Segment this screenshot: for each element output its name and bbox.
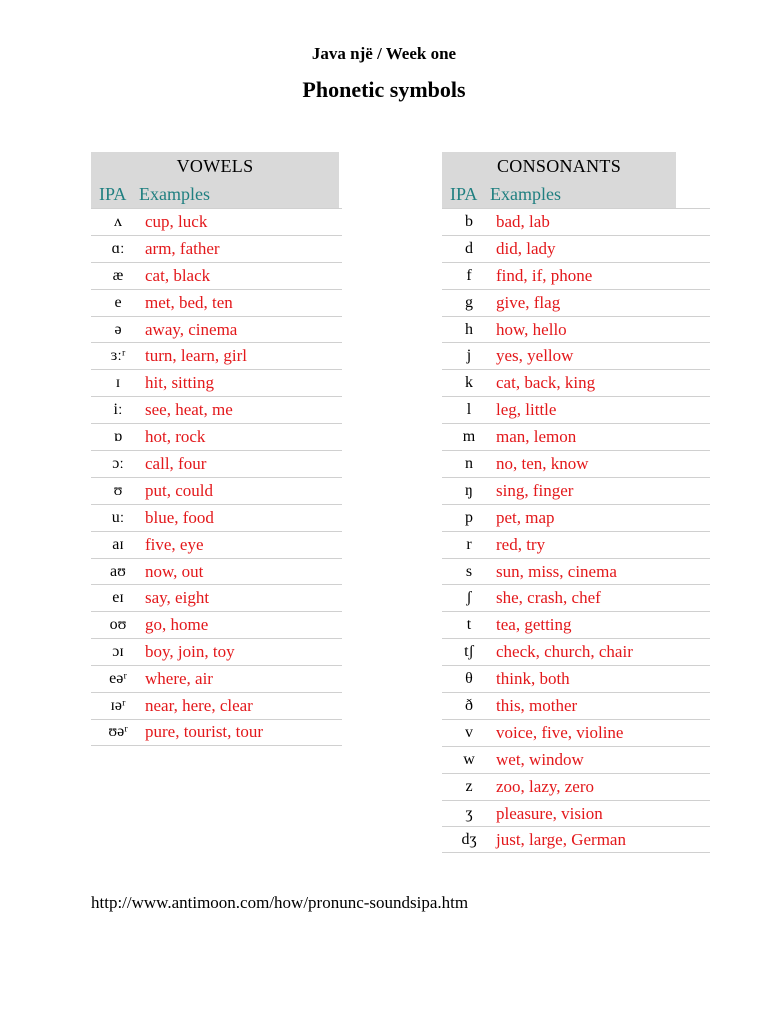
example-words: no, ten, know: [496, 453, 589, 473]
table-row: [442, 396, 710, 423]
table-row: [442, 611, 710, 638]
example-words: cup, luck: [145, 211, 208, 231]
example-words: arm, father: [145, 238, 220, 258]
ipa-symbol: ʊəʳ: [108, 723, 128, 741]
table-row: [442, 289, 710, 316]
ipa-symbol: tʃ: [464, 643, 474, 661]
table-row: [442, 235, 710, 262]
example-words: now, out: [145, 561, 204, 581]
table-row: [91, 692, 342, 719]
vowels-examples-header: Examples: [139, 184, 210, 204]
example-words: say, eight: [145, 588, 210, 608]
example-words: yes, yellow: [496, 346, 574, 366]
example-words: cat, back, king: [496, 373, 596, 393]
example-words: man, lemon: [496, 427, 577, 447]
ipa-symbol: ʃ: [466, 589, 472, 607]
vowels-rows: [91, 208, 342, 746]
table-row: [91, 423, 342, 450]
ipa-symbol: oʊ: [109, 616, 127, 634]
table-row: [442, 692, 710, 719]
ipa-symbol: ɪ: [115, 374, 121, 392]
example-words: hit, sitting: [145, 373, 214, 393]
ipa-symbol: uː: [111, 508, 125, 526]
example-words: go, home: [145, 615, 209, 635]
example-words: wet, window: [496, 749, 584, 769]
example-words: pure, tourist, tour: [145, 722, 264, 742]
example-words: how, hello: [496, 319, 567, 339]
ipa-symbol: p: [465, 508, 473, 526]
table-row: [91, 289, 342, 316]
table-row: [442, 773, 710, 800]
table-row: [91, 342, 342, 369]
ipa-symbol: d: [465, 239, 473, 257]
table-row: [91, 584, 342, 611]
ipa-symbol: l: [466, 401, 472, 419]
ipa-symbol: ɒ: [113, 428, 123, 446]
ipa-symbol: r: [466, 535, 472, 553]
ipa-symbol: z: [465, 777, 473, 795]
example-words: pleasure, vision: [496, 803, 603, 823]
ipa-symbol: dʒ: [461, 830, 477, 848]
table-row: [91, 638, 342, 665]
vowels-column-headers: [91, 181, 339, 208]
ipa-symbol: j: [466, 347, 472, 365]
example-words: she, crash, chef: [496, 588, 601, 608]
table-row: [442, 584, 710, 611]
example-words: this, mother: [496, 695, 578, 715]
source-link[interactable]: http://www.antimoon.com/how/pronunc-soundsipa.htm: [91, 893, 469, 912]
example-words: red, try: [496, 534, 546, 554]
table-row: [91, 611, 342, 638]
example-words: give, flag: [496, 292, 561, 312]
page-title: Phonetic symbols: [302, 77, 466, 102]
example-words: just, large, German: [496, 829, 626, 849]
ipa-symbol: ə: [114, 320, 122, 338]
example-words: zoo, lazy, zero: [496, 776, 595, 796]
ipa-symbol: ɑː: [111, 239, 125, 257]
table-row: [91, 235, 342, 262]
ipa-symbol: ð: [465, 696, 473, 714]
ipa-symbol: eəʳ: [109, 670, 127, 688]
week-heading: Java një / Week one: [311, 44, 457, 63]
table-row: [442, 746, 710, 773]
ipa-symbol: ɔː: [112, 454, 124, 472]
table-row: [91, 369, 342, 396]
ipa-symbol: k: [465, 374, 473, 392]
ipa-symbol: aɪ: [112, 535, 124, 553]
ipa-symbol: f: [466, 266, 472, 284]
consonants-examples-header: Examples: [490, 184, 561, 204]
example-words: voice, five, violine: [496, 722, 624, 742]
example-words: where, air: [145, 669, 213, 689]
ipa-symbol: w: [463, 750, 475, 768]
table-row: [91, 396, 342, 423]
example-words: see, heat, me: [145, 400, 233, 420]
ipa-symbol: ŋ: [465, 481, 473, 499]
consonants-table: [442, 152, 710, 853]
example-words: boy, join, toy: [145, 642, 235, 662]
example-words: put, could: [145, 480, 213, 500]
example-words: call, four: [145, 453, 207, 473]
table-row: [442, 531, 710, 558]
table-row: [91, 504, 342, 531]
ipa-symbol: ɪəʳ: [110, 696, 126, 714]
table-row: [91, 531, 342, 558]
table-row: [91, 665, 342, 692]
example-words: blue, food: [145, 507, 214, 527]
table-row: [442, 262, 710, 289]
table-row: [91, 316, 342, 343]
example-words: pet, map: [496, 507, 555, 527]
example-words: cat, black: [145, 265, 211, 285]
example-words: near, here, clear: [145, 695, 253, 715]
ipa-symbol: t: [466, 616, 472, 634]
ipa-symbol: eɪ: [112, 589, 124, 607]
example-words: met, bed, ten: [145, 292, 233, 312]
consonants-rows: [442, 208, 710, 853]
ipa-symbol: n: [465, 454, 473, 472]
example-words: bad, lab: [496, 211, 550, 231]
example-words: leg, little: [496, 400, 557, 420]
example-words: check, church, chair: [496, 642, 633, 662]
table-row: [442, 342, 710, 369]
ipa-symbol: æ: [112, 266, 124, 284]
ipa-symbol: e: [114, 293, 122, 311]
example-words: hot, rock: [145, 427, 206, 447]
table-row: [442, 638, 710, 665]
table-row: [442, 826, 710, 853]
ipa-symbol: θ: [465, 670, 473, 688]
table-row: [91, 719, 342, 746]
consonants-ipa-header: IPA: [450, 184, 478, 204]
example-words: did, lady: [496, 238, 556, 258]
table-row: [91, 262, 342, 289]
table-row: [442, 423, 710, 450]
table-row: [442, 316, 710, 343]
table-row: [442, 665, 710, 692]
ipa-symbol: b: [465, 212, 473, 230]
table-row: [91, 450, 342, 477]
vowels-table: [91, 152, 342, 746]
table-row: [442, 800, 710, 827]
ipa-symbol: ɜːʳ: [110, 347, 126, 365]
ipa-symbol: ʒ: [465, 804, 473, 822]
table-row: [91, 477, 342, 504]
table-row: [91, 208, 342, 235]
ipa-symbol: g: [465, 293, 473, 311]
ipa-symbol: v: [465, 723, 473, 741]
vowels-title: VOWELS: [176, 156, 254, 176]
table-row: [442, 558, 710, 585]
table-row: [442, 208, 710, 235]
table-row: [91, 558, 342, 585]
example-words: find, if, phone: [496, 265, 593, 285]
example-words: away, cinema: [145, 319, 238, 339]
ipa-symbol: aʊ: [110, 562, 126, 580]
ipa-symbol: h: [465, 320, 473, 338]
example-words: sing, finger: [496, 480, 574, 500]
ipa-symbol: ɔɪ: [112, 643, 124, 661]
table-row: [442, 719, 710, 746]
example-words: turn, learn, girl: [145, 346, 247, 366]
vowels-ipa-header: IPA: [99, 184, 127, 204]
ipa-symbol: iː: [113, 401, 123, 419]
table-row: [442, 369, 710, 396]
ipa-symbol: m: [462, 428, 476, 446]
consonants-column-headers: [442, 181, 676, 208]
table-row: [442, 450, 710, 477]
ipa-symbol: ʌ: [114, 212, 122, 230]
consonants-header: [442, 152, 676, 208]
consonants-title: CONSONANTS: [496, 156, 622, 176]
example-words: five, eye: [145, 534, 204, 554]
ipa-symbol: s: [465, 562, 473, 580]
table-row: [442, 504, 710, 531]
example-words: tea, getting: [496, 615, 572, 635]
vowels-header: [91, 152, 339, 208]
table-row: [442, 477, 710, 504]
ipa-symbol: ʊ: [113, 481, 123, 499]
example-words: sun, miss, cinema: [496, 561, 617, 581]
example-words: think, both: [496, 669, 570, 689]
